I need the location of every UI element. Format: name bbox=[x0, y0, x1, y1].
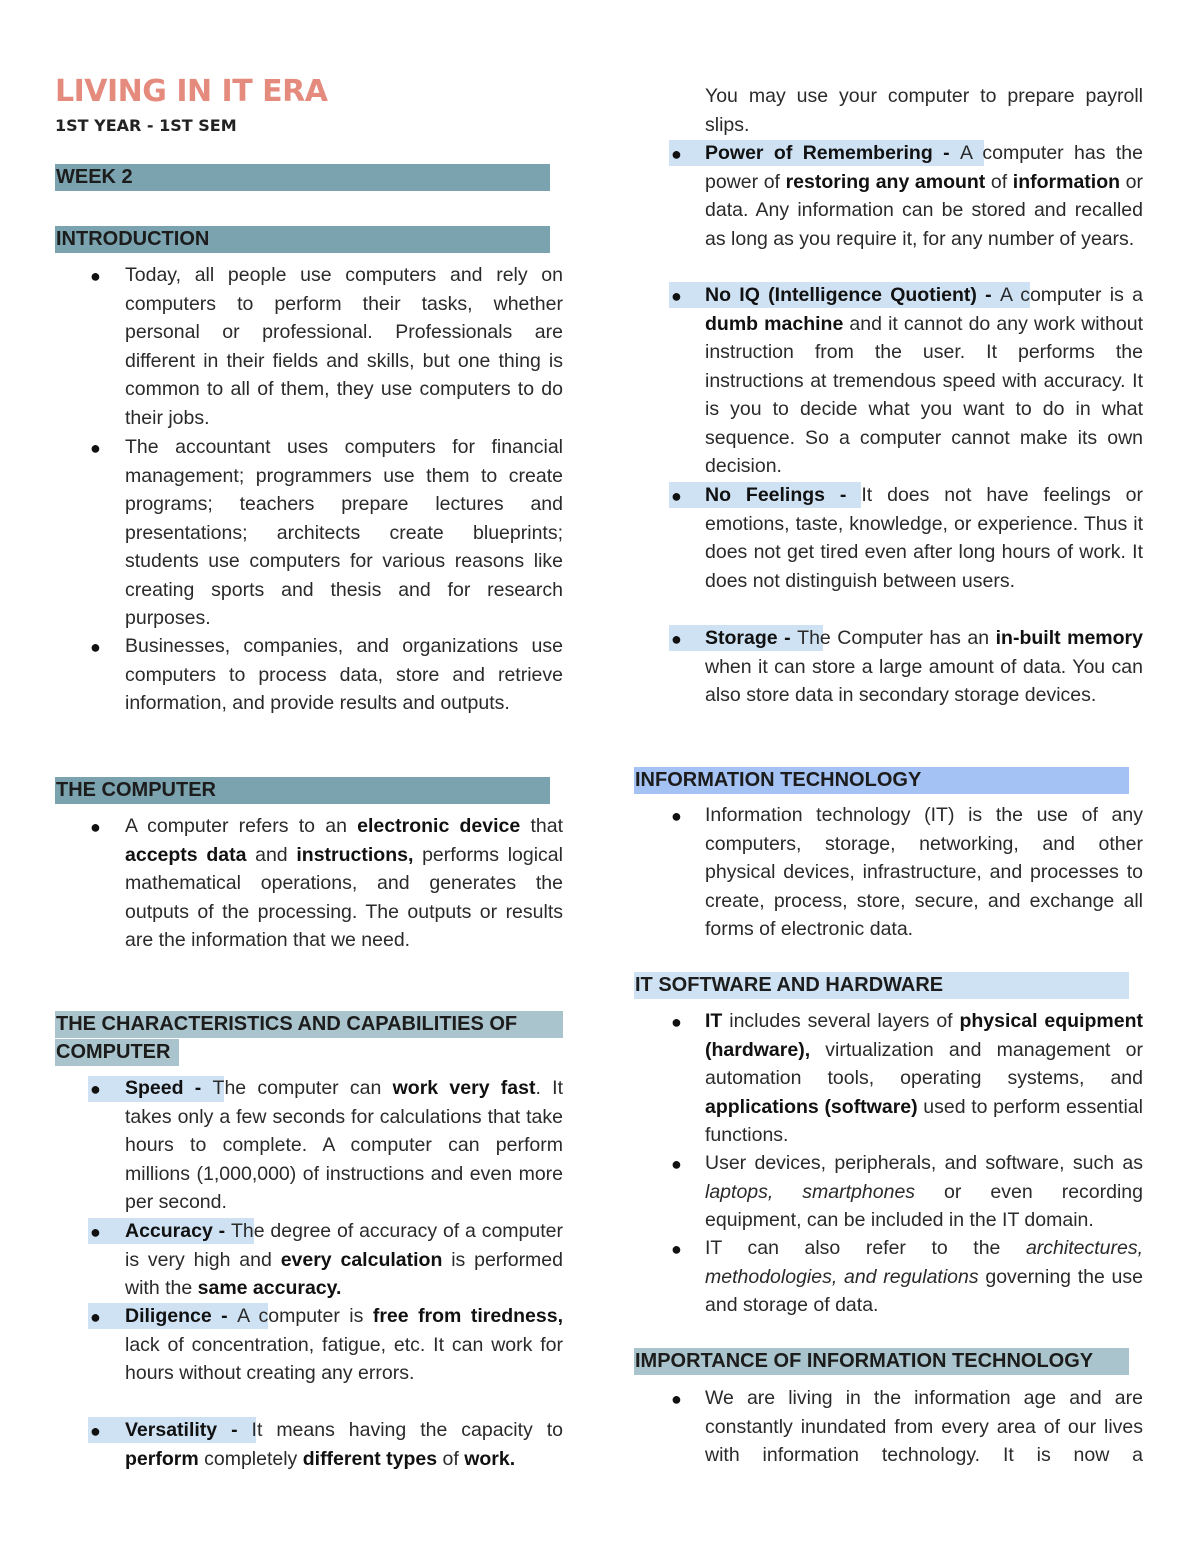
software-item-1: IT includes several layers of physical equipment (hardware), virtualization and management or automation tools, operating systems, and applications (software) used to perform essential functions. bbox=[705, 1010, 1143, 1146]
bullet-icon: ● bbox=[90, 817, 101, 837]
bullet-icon: ● bbox=[90, 637, 101, 657]
bullet-icon: ● bbox=[671, 1389, 682, 1409]
bullet-icon: ● bbox=[90, 438, 101, 458]
software-item-2: User devices, peripherals, and software, such as laptops, smartphones or even recording equipment, can be included in the IT domain. bbox=[705, 1152, 1143, 1231]
diligence-item: Diligence - A computer is free from tiredness, lack of concentration, fatigue, etc. It can work for hours without creating any errors. bbox=[125, 1305, 563, 1384]
bullet-icon: ● bbox=[90, 1307, 101, 1327]
importance-heading: IMPORTANCE OF INFORMATION TECHNOLOGY bbox=[634, 1348, 1129, 1375]
bullet-icon: ● bbox=[90, 1079, 101, 1099]
versatility-item: Versatility - It means having the capacity to perform completely different types of work. bbox=[125, 1419, 563, 1470]
storage-item: Storage - The Computer has an in-built memory when it can store a large amount of data. You can also store data in secondary storage devices. bbox=[705, 627, 1143, 706]
computer-definition: A computer refers to an electronic device that accepts data and instructions, performs logical mathematical operations, and generates the outputs of the processing. The outputs or results are the information that we need. bbox=[125, 815, 563, 951]
speed-item: Speed - The computer can work very fast. It takes only a few seconds for calculations that take hours to complete. A computer can perform millions (1,000,000) of instructions and even more per second. bbox=[125, 1077, 563, 1213]
document-subtitle: 1ST YEAR - 1ST SEM bbox=[55, 116, 237, 135]
bullet-icon: ● bbox=[671, 286, 682, 306]
intro-item-3: Businesses, companies, and organizations use computers to process data, store and retrieve information, and provide results and outputs. bbox=[125, 635, 563, 714]
nofeelings-item: No Feelings - It does not have feelings or emotions, taste, knowledge, or experience. Thus it does not get tired even after long hours of work. It does not distinguish between users. bbox=[705, 484, 1143, 592]
bullet-icon: ● bbox=[671, 629, 682, 649]
accuracy-item: Accuracy - The degree of accuracy of a computer is very high and every calculation is performed with the same accuracy. bbox=[125, 1220, 564, 1299]
introduction-heading: INTRODUCTION bbox=[55, 226, 550, 253]
software-item-3: IT can also refer to the architectures, methodologies, and regulations governing the use and storage of data. bbox=[705, 1237, 1143, 1316]
bullet-icon: ● bbox=[671, 486, 682, 506]
bullet-icon: ● bbox=[671, 144, 682, 164]
bullet-icon: ● bbox=[671, 1154, 682, 1174]
intro-item-1: Today, all people use computers and rely on computers to perform their tasks, whether personal or professional. Professionals are different in their fields and skills, but one thing is common to all of them, they use computers to do their jobs. bbox=[125, 264, 563, 429]
noiq-item: No IQ (Intelligence Quotient) - A computer is a dumb machine and it cannot do any work without instruction from the user. It performs the instructions at tremendous speed with accuracy. It is you to decide what you want to do in what sequence. So a computer cannot make its own decision. bbox=[705, 284, 1144, 477]
week-heading: WEEK 2 bbox=[55, 164, 550, 191]
bullet-icon: ● bbox=[671, 806, 682, 826]
computer-heading: THE COMPUTER bbox=[55, 777, 550, 804]
infotech-item: Information technology (IT) is the use of any computers, storage, networking, and other physical devices, infrastructure, and processes to create, process, store, secure, and exchange all forms of electronic data. bbox=[705, 804, 1143, 940]
characteristics-heading-line1: THE CHARACTERISTICS AND CAPABILITIES OF bbox=[55, 1011, 563, 1038]
bullet-icon: ● bbox=[90, 1421, 101, 1441]
software-hardware-heading: IT SOFTWARE AND HARDWARE bbox=[634, 972, 1129, 999]
importance-item: We are living in the information age and are constantly inundated from every area of our lives with information technology. It is now a bbox=[705, 1387, 1143, 1466]
infotech-heading: INFORMATION TECHNOLOGY bbox=[634, 767, 1129, 794]
bullet-icon: ● bbox=[90, 1222, 101, 1242]
bullet-icon: ● bbox=[671, 1239, 682, 1259]
document-title: LIVING IN IT ERA bbox=[55, 74, 328, 109]
versatility-continuation: You may use your computer to prepare payroll slips. bbox=[705, 85, 1143, 136]
bullet-icon: ● bbox=[671, 1012, 682, 1032]
remembering-item: Power of Remembering - A computer has the power of restoring any amount of information or data. Any information can be stored and recalled as long as you require it, for any number of years. bbox=[705, 142, 1143, 250]
characteristics-heading-line2: COMPUTER bbox=[55, 1039, 179, 1066]
bullet-icon: ● bbox=[90, 266, 101, 286]
intro-item-2: The accountant uses computers for financial management; programmers use them to create programs; teachers prepare lectures and presentations; architects create blueprints; students use computers for various reasons like creating sports and thesis and for research purposes. bbox=[125, 436, 563, 629]
